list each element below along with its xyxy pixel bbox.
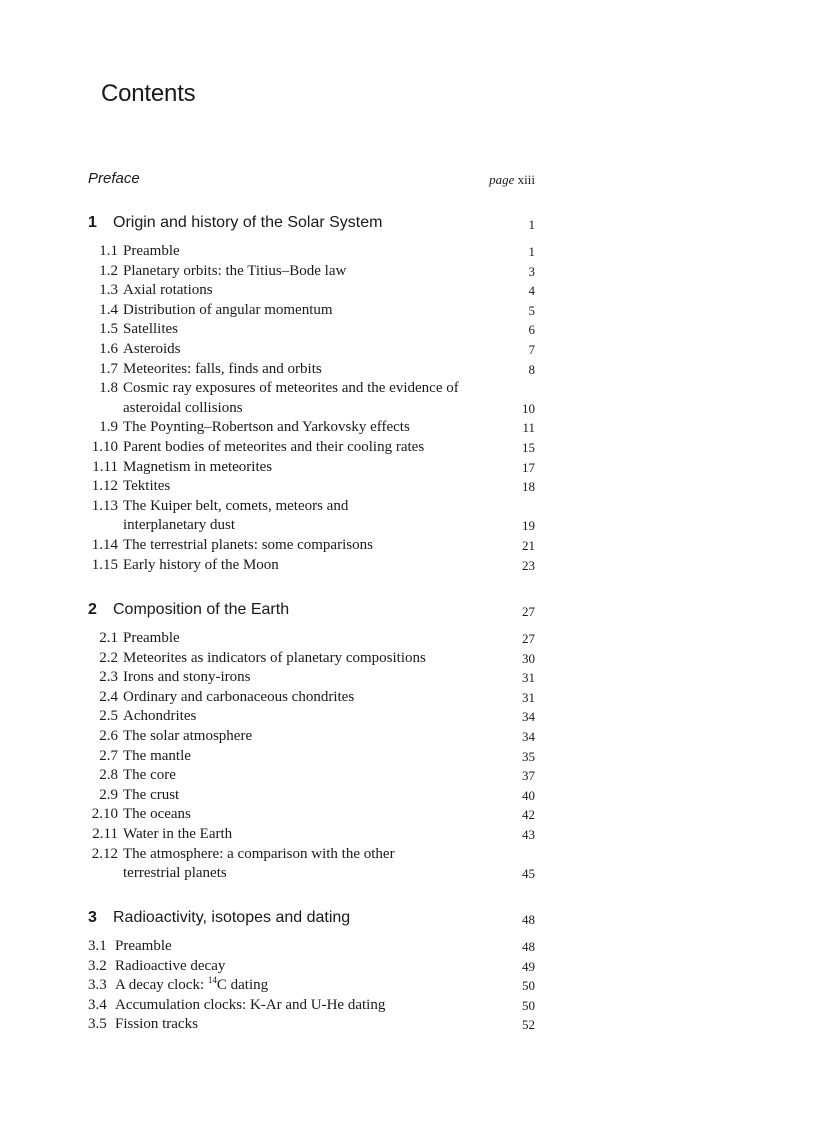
section-page: 42 <box>522 807 535 823</box>
section-number: 1.8 <box>99 380 118 397</box>
section-page: 21 <box>522 537 535 553</box>
section-number: 3.5 <box>88 1016 107 1033</box>
section-number: 3.4 <box>88 996 107 1013</box>
section-number: 2.4 <box>99 688 118 705</box>
section-title <box>115 976 475 996</box>
chapter-heading[interactable] <box>88 214 535 242</box>
section-title: Axial rotations <box>123 282 213 299</box>
section-number: 2.6 <box>99 727 118 744</box>
section-title: Preamble <box>123 243 180 259</box>
section-number: 2.10 <box>91 806 118 823</box>
toc-entry[interactable] <box>88 976 535 996</box>
preface-page-number: xiii <box>517 172 535 187</box>
section-number: 2.9 <box>99 786 118 803</box>
section-page: 1 <box>528 244 535 259</box>
section-page: 34 <box>522 709 535 725</box>
section-title: Cosmic ray exposures of meteorites and the evidence of asteroidal collisions <box>123 380 459 416</box>
section-page: 11 <box>522 420 535 436</box>
chapter-title: Composition of the Earth <box>113 601 290 618</box>
toc-entry[interactable] <box>88 668 535 688</box>
toc-entry[interactable] <box>88 649 535 669</box>
chapter-page: 1 <box>528 217 535 232</box>
section-page: 45 <box>522 866 535 882</box>
toc-entry[interactable] <box>88 825 535 845</box>
section-page: 3 <box>528 263 535 279</box>
section-number: 1.2 <box>99 262 118 279</box>
section-number: 1.5 <box>99 321 118 338</box>
section-page: 8 <box>528 361 535 377</box>
section-page: 35 <box>522 748 535 764</box>
section-number: 2.12 <box>91 845 118 862</box>
section-number: 2.3 <box>99 669 118 686</box>
section-title: The core <box>123 767 176 784</box>
toc-entry[interactable] <box>88 340 535 360</box>
section-page: 50 <box>522 997 535 1013</box>
section-number: 1.6 <box>99 340 118 357</box>
chapter-page: 27 <box>522 604 535 619</box>
section-title-end: C dating <box>216 977 269 994</box>
section-page: 19 <box>522 518 535 534</box>
section-page: 40 <box>522 787 535 803</box>
chapter-heading[interactable] <box>88 601 535 629</box>
section-title: Irons and stony-irons <box>123 669 251 686</box>
section-number: 1.15 <box>91 556 118 573</box>
section-title: Preamble <box>115 938 172 954</box>
section-number: 1.10 <box>91 438 118 455</box>
section-title: The oceans <box>123 806 191 823</box>
section-number: 1.9 <box>99 419 118 436</box>
section-number: 1.4 <box>99 301 118 318</box>
toc-entry[interactable] <box>88 688 535 708</box>
toc-entry[interactable] <box>88 957 535 977</box>
section-number: 3.3 <box>88 977 107 994</box>
toc-entry[interactable] <box>88 281 535 301</box>
section-title: The terrestrial planets: some comparisons <box>123 536 373 553</box>
section-title: Achondrites <box>123 708 197 725</box>
section-page: 15 <box>522 439 535 455</box>
chapter-2 <box>88 601 535 884</box>
section-list <box>88 629 535 884</box>
preface-page-word: page <box>489 172 515 187</box>
section-page: 4 <box>528 283 535 299</box>
section-title: Satellites <box>123 321 178 338</box>
section-page: 17 <box>522 459 535 475</box>
section-number: 3.2 <box>88 957 107 974</box>
toc-entry[interactable] <box>88 418 535 438</box>
section-number: 1.13 <box>91 497 118 514</box>
toc-entry[interactable] <box>88 727 535 747</box>
chapter-heading[interactable] <box>88 909 535 937</box>
section-number: 1.12 <box>91 478 118 495</box>
toc-entry[interactable] <box>88 301 535 321</box>
toc-entry[interactable] <box>88 477 535 497</box>
section-title: Accumulation clocks: K-Ar and U-He dating <box>115 996 386 1013</box>
section-page: 31 <box>522 670 535 686</box>
toc-entry[interactable] <box>88 242 535 262</box>
section-number: 2.2 <box>99 649 118 666</box>
toc-entry[interactable] <box>88 937 535 957</box>
section-page: 18 <box>522 479 535 495</box>
chapter-number: 2 <box>88 601 97 618</box>
toc-preface-row[interactable] <box>88 170 535 192</box>
toc-entry[interactable] <box>88 786 535 806</box>
section-page: 37 <box>522 768 535 784</box>
toc-entry[interactable] <box>88 497 535 536</box>
chapter-3 <box>88 909 535 1035</box>
superscript-14: 14 <box>207 975 217 986</box>
preface-page <box>489 172 535 188</box>
section-title-start: A decay clock: <box>115 977 208 994</box>
section-page: 48 <box>522 939 535 954</box>
toc-entry[interactable] <box>88 379 535 418</box>
section-title: Water in the Earth <box>123 825 233 842</box>
toc-entry[interactable] <box>88 360 535 380</box>
section-title: Parent bodies of meteorites and their cooling rates <box>123 438 425 455</box>
toc-entry[interactable] <box>88 629 535 649</box>
section-page: 30 <box>522 650 535 666</box>
section-title: The mantle <box>123 747 191 764</box>
toc-entry[interactable] <box>88 320 535 340</box>
toc-entry[interactable] <box>88 556 535 576</box>
preface-label: Preface <box>88 170 140 187</box>
section-title: Early history of the Moon <box>123 556 279 573</box>
section-number: 1.1 <box>99 243 118 259</box>
section-title: The Poynting–Robertson and Yarkovsky effects <box>123 419 410 436</box>
toc-entry[interactable] <box>88 747 535 767</box>
section-number: 2.8 <box>99 767 118 784</box>
section-title: The Kuiper belt, comets, meteors and interplanetary dust <box>123 497 349 534</box>
section-page: 27 <box>522 631 535 646</box>
chapter-number: 3 <box>88 909 97 926</box>
section-title: Asteroids <box>123 340 181 357</box>
chapter-page: 48 <box>522 912 535 927</box>
page-title: Contents <box>101 80 196 107</box>
section-title: Fission tracks <box>115 1016 198 1033</box>
section-page: 5 <box>528 302 535 318</box>
section-number: 2.11 <box>92 825 118 842</box>
toc-entry[interactable] <box>88 845 535 884</box>
section-title: The crust <box>123 786 180 803</box>
section-list <box>88 937 535 1035</box>
toc-entry[interactable] <box>88 438 535 458</box>
chapter-title: Radioactivity, isotopes and dating <box>113 909 351 926</box>
section-number: 2.5 <box>99 708 118 725</box>
section-page: 10 <box>522 400 535 416</box>
section-title: Distribution of angular momentum <box>123 301 333 318</box>
toc-entry[interactable] <box>88 805 535 825</box>
section-page: 34 <box>522 728 535 744</box>
section-title: Meteorites as indicators of planetary compositions <box>123 649 426 666</box>
section-number: 1.11 <box>92 458 118 475</box>
chapter-1 <box>88 214 535 575</box>
section-title: Ordinary and carbonaceous chondrites <box>123 688 355 705</box>
section-list <box>88 242 535 575</box>
section-number: 3.1 <box>88 938 107 954</box>
section-page: 43 <box>522 826 535 842</box>
section-number: 2.1 <box>99 630 118 646</box>
section-number: 1.3 <box>99 282 118 299</box>
toc-entry[interactable] <box>88 766 535 786</box>
section-page: 31 <box>522 689 535 705</box>
section-title: The atmosphere: a comparison with the other terrestrial planets <box>123 845 395 882</box>
toc-entry[interactable] <box>88 458 535 478</box>
toc-entry[interactable] <box>88 707 535 727</box>
toc-entry[interactable] <box>88 1015 535 1035</box>
toc-entry[interactable] <box>88 536 535 556</box>
section-page: 6 <box>528 322 535 338</box>
section-page: 50 <box>522 978 535 994</box>
section-page: 52 <box>522 1017 535 1033</box>
section-page: 49 <box>522 958 535 974</box>
toc-entry[interactable] <box>88 262 535 282</box>
chapter-title: Origin and history of the Solar System <box>113 214 383 231</box>
section-title: Radioactive decay <box>115 957 226 974</box>
section-number: 1.7 <box>99 360 118 377</box>
section-title: Planetary orbits: the Titius–Bode law <box>123 262 347 279</box>
section-title: Tektites <box>123 478 171 495</box>
section-title: The solar atmosphere <box>123 727 253 744</box>
section-title: Magnetism in meteorites <box>123 458 273 475</box>
section-number: 1.14 <box>91 536 118 553</box>
section-title: Preamble <box>123 630 180 646</box>
toc-entry[interactable] <box>88 996 535 1016</box>
chapter-number: 1 <box>88 214 97 231</box>
section-title: Meteorites: falls, finds and orbits <box>123 360 322 377</box>
section-number: 2.7 <box>99 747 118 764</box>
section-page: 23 <box>522 557 535 573</box>
section-page: 7 <box>528 341 535 357</box>
